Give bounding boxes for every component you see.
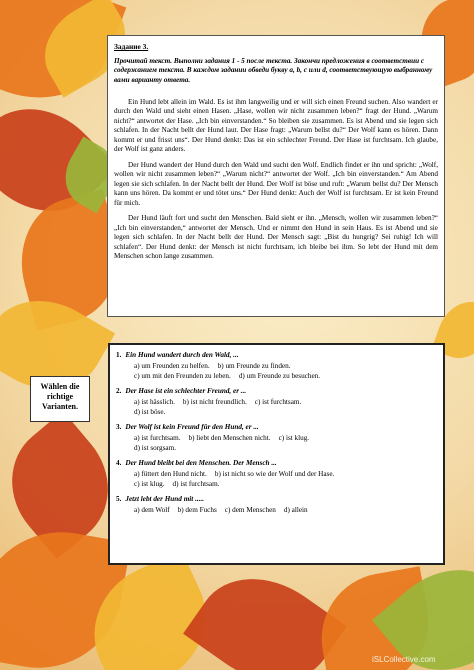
side-box-line-3: Varianten. [42, 402, 78, 411]
question-number: 1. [116, 351, 122, 359]
answer-option[interactable]: a) ist furchtsam. [134, 434, 181, 442]
questions-panel [108, 343, 445, 565]
answer-option[interactable]: a) ist hässlich. [134, 398, 175, 406]
watermark: iSLCollective.com [372, 655, 436, 664]
question-2 [116, 387, 437, 416]
question-text: Ein Hund wandert durch den Wald, ... [125, 351, 239, 359]
answer-option[interactable]: a) dem Wolf [134, 506, 170, 514]
story-paragraph-3: Der Hund läuft fort und sucht den Menschen. Bald sieht er ihn. „Mensch, wollen wir zusammen leben?“ „Ich bin einverstanden,“ antwortet der Mensch. Und er nimmt den Hund in sein Haus. Es ist Abend und sie legen sich schlafen. In der Nacht bellt der Hund. Der Mensch sagt: „Bist du hungrig? Sei ruhig! Ich will schlafen“. Der Hund denkt: der Mensch ist nicht furchtsam, ich bleibe bei ihm. So lebt der Hund mit dem Menschen schon lange zusammen. [114, 214, 438, 261]
question-text: Jetzt lebt der Hund mit ..... [125, 495, 205, 503]
task-title: Задание 3. [114, 42, 149, 51]
answer-option[interactable]: b) liebt den Menschen nicht. [188, 434, 271, 442]
answer-option[interactable]: b) ist nicht so wie der Wolf und der Hase. [214, 470, 335, 478]
answer-option[interactable]: c) ist furchtsam. [254, 398, 302, 406]
answer-option[interactable]: d) allein [283, 506, 308, 514]
answer-option[interactable]: d) ist furchtsam. [172, 480, 220, 488]
answer-option[interactable]: b) ist nicht freundlich. [182, 398, 247, 406]
question-4 [116, 459, 437, 488]
answer-option[interactable]: b) dem Fuchs [177, 506, 217, 514]
story-paragraph-2: Der Hund wandert der Hund durch den Wald und sucht den Wolf. Endlich findet er ihn und spricht: „Wolf, wollen wir nicht zusammen leben?“ „Warum nicht?“ antwortet der Wolf. „Ich bin einverstanden.“ Am Abend legen sie sich schlafen. In der Nacht bellt der Hund. Der Wolf ist böse und ruft: „Warum bellst du? Der Mensch kann uns hören. Da kommt er und tötet uns.“ Der Hund denkt: Auch der Wolf ist furchtsam. Er ist kein Freund für mich. [114, 160, 438, 207]
question-number: 4. [116, 459, 122, 467]
question-number: 5. [116, 495, 122, 503]
answer-option[interactable]: d) ist sorgsam. [134, 444, 176, 452]
answer-option[interactable]: d) um Freunde zu besuchen. [238, 372, 321, 380]
question-5 [116, 495, 437, 514]
answer-option[interactable]: b) um Freunde zu finden. [217, 362, 291, 370]
answer-option[interactable]: a) füttert den Hund nicht. [134, 470, 207, 478]
question-text: Der Hund bleibt bei den Menschen. Der Mensch ... [125, 459, 277, 467]
question-3 [116, 423, 437, 452]
answer-option[interactable]: a) um Freunden zu helfen. [134, 362, 210, 370]
question-text: Der Wolf ist kein Freund für den Hund, er ... [125, 423, 259, 431]
question-1 [116, 351, 437, 380]
story-paragraph-1: Ein Hund lebt allein im Wald. Es ist ihm langweilig und er will sich einen Freund suchen. Also wandert er durch den Wald und sieht einen Hasen. „Hase, wollen wir nicht zusammen leben?“ fragt der Hund. „Warum nicht?“ antwortet der Hase. „Ich bin einverstanden.“ So bleiben sie zusammen. Es ist Abend und sie legen sich schlafen. In der Nacht bellt der Hund laut. Der Hase fragt: „Warum bellst du?“ Der Wolf kann es hören. Dann kommt er und frisst uns“. Der Hund denkt: Das ist ein schlechter Freund. Der Hase ist furchtsam. Ich glaube, der Wolf ist ganz anders. [114, 97, 438, 154]
answer-option[interactable]: c) dem Menschen [224, 506, 276, 514]
side-box-line-2: richtige [46, 392, 74, 401]
answer-option[interactable]: c) ist klug. [278, 434, 310, 442]
question-number: 2. [116, 387, 122, 395]
instruction-side-box [30, 376, 90, 422]
answer-option[interactable]: c) ist klug. [134, 480, 165, 488]
task-instruction: Прочитай текст. Выполни задания 1 - 5 после текста. Закончи предложения в соответствии с содержанием текста. В каждом задании обведи букву a, b, c или d, соответствующую выбранному вами варианту ответа. [114, 56, 433, 85]
answer-option[interactable]: d) ist böse. [134, 408, 166, 416]
question-text: Der Hase ist ein schlechter Freund, er ... [125, 387, 247, 395]
side-box-line-1: Wählen die [40, 382, 80, 391]
question-number: 3. [116, 423, 122, 431]
answer-option[interactable]: c) um mit den Freunden zu leben. [134, 372, 231, 380]
reading-text-panel [107, 35, 445, 317]
